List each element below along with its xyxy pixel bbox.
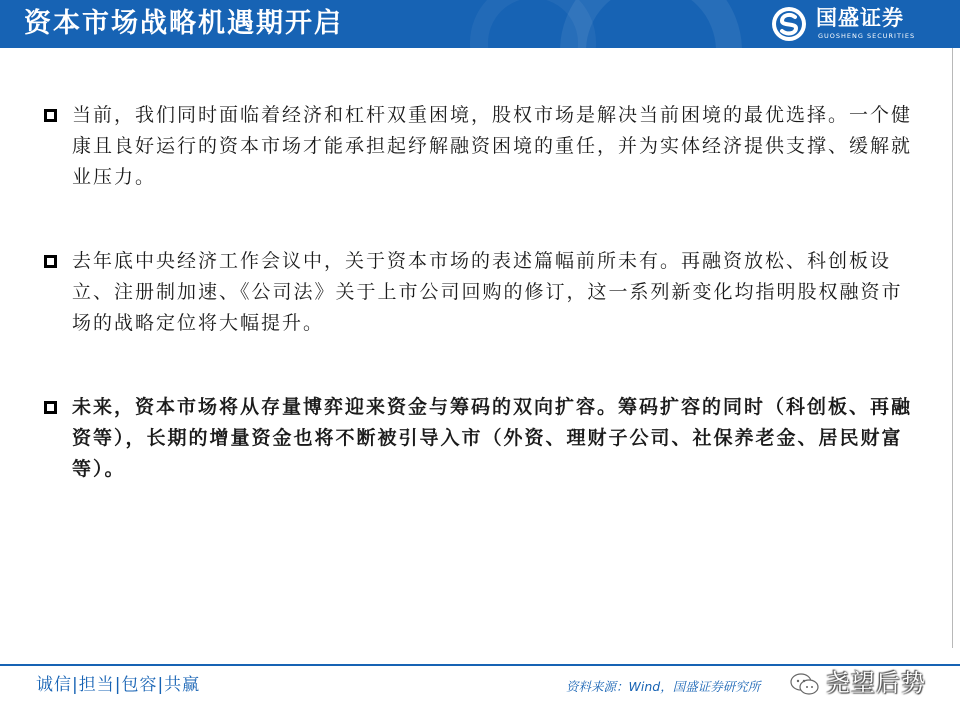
- bullet-text-3: 未来，资本市场将从存量博弈迎来资金与筹码的双向扩容。筹码扩容的同时（科创板、再融资等），长期的增量资金也将不断被引导入市（外资、理财子公司、社保养老金、居民财富等）。: [72, 396, 913, 480]
- company-logo: [770, 0, 950, 48]
- square-bullet-icon: [44, 109, 57, 122]
- company-motto: 诚信|担当|包容|共赢: [36, 675, 201, 695]
- bullet-text-1: 当前，我们同时面临着经济和杠杆双重困境，股权市场是解决当前困境的最优选择。一个健康且良好运行的资本市场才能承担起纾解融资困境的重任，并为实体经济提供支撑、缓解就业压力。: [72, 104, 913, 188]
- logo-english-name: GUOSHENG SECURITIES: [818, 32, 916, 40]
- right-divider: [952, 48, 953, 648]
- watermark-badge: [790, 665, 950, 705]
- watermark-text: 尧望后势: [826, 669, 926, 697]
- data-source: 资料来源：Wind，国盛证券研究所: [566, 679, 761, 694]
- logo-chinese-name: 国盛证券: [816, 6, 904, 30]
- bullet-text-2: 去年底中央经济工作会议中，关于资本市场的表述篇幅前所未有。再融资放松、科创板设立、注册制加速、《公司法》关于上市公司回购的修订，这一系列新变化均指明股权融资市场的战略定位将大幅提升。: [72, 250, 903, 334]
- header-decoration-small: [470, 0, 596, 48]
- wechat-icon: [790, 672, 820, 696]
- guosheng-logo-icon: [770, 5, 808, 43]
- page-title: 资本市场战略机遇期开启: [24, 8, 343, 39]
- square-bullet-icon: [44, 401, 57, 414]
- header-bar: [0, 0, 960, 48]
- square-bullet-icon: [44, 255, 57, 268]
